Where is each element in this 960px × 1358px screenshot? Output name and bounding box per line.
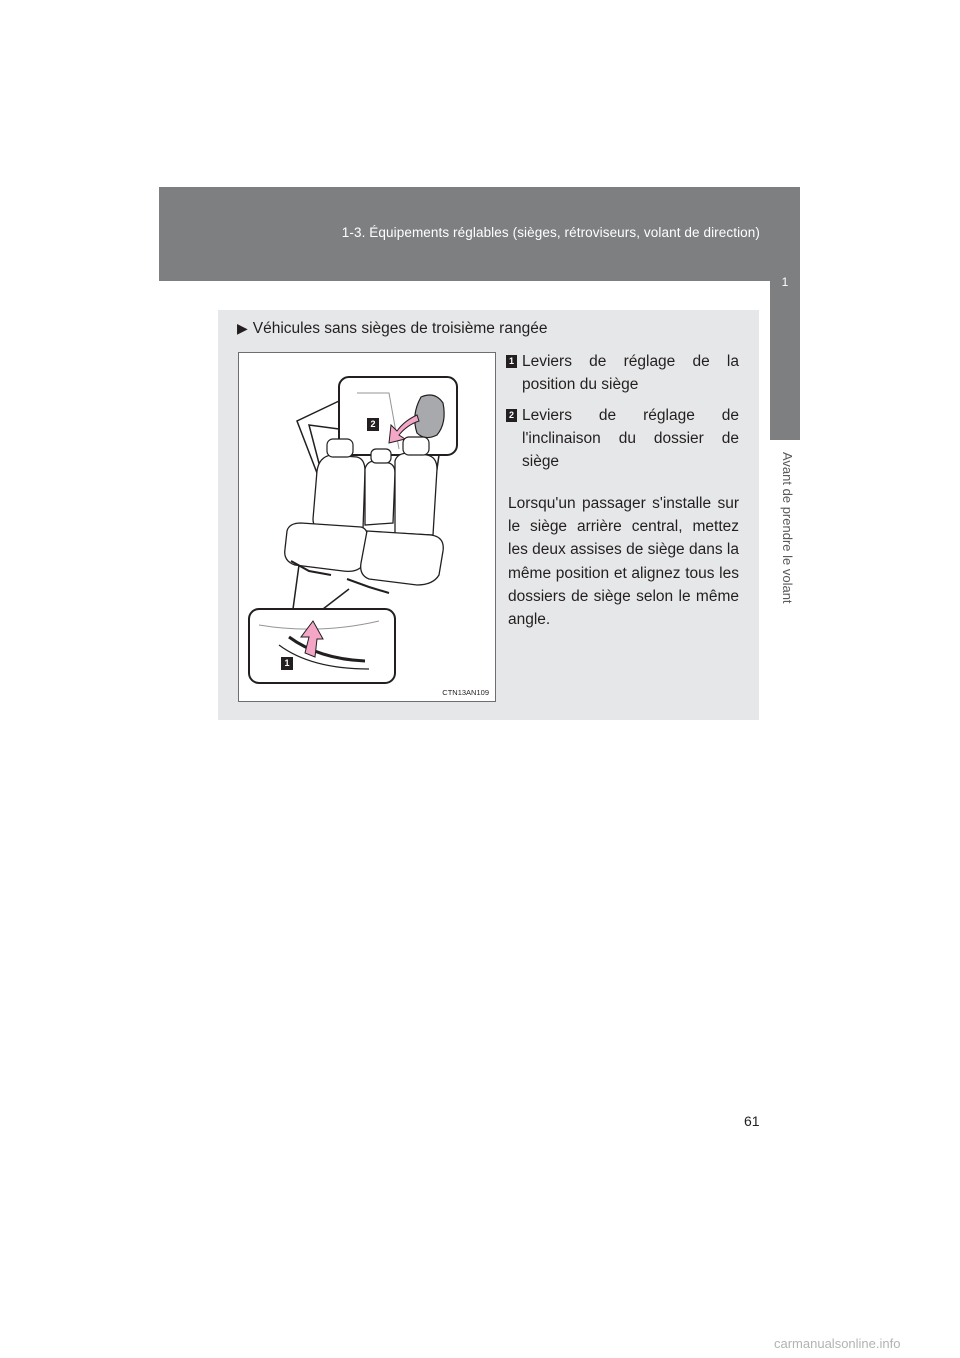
figure-code: CTN13AN109 (442, 688, 489, 697)
chapter-tab-label: Avant de prendre le volant (780, 452, 795, 604)
rear-seat-drawing (239, 353, 495, 701)
item-text: Leviers de réglage de l'inclinaison du dossier de siège (522, 407, 739, 470)
page-number: 61 (744, 1113, 760, 1129)
body-paragraph: Lorsqu'un passager s'installe sur le siège arrière central, mettez les deux assises de siège dans la même position et alignez tous les dossiers de siège selon le même angle. (508, 495, 739, 629)
chapter-tab (770, 187, 800, 440)
section-heading (237, 320, 547, 338)
list-item (508, 404, 739, 473)
chapter-title: 1-3. Équipements réglables (sièges, rétroviseurs, volant de direction) (341, 225, 760, 240)
callout-1-badge: 1 (281, 657, 293, 670)
watermark: carmanualsonline.info (774, 1336, 901, 1351)
legend-list (508, 350, 739, 481)
page-header (159, 187, 800, 281)
item-number-badge: 2 (506, 409, 517, 422)
item-text: Leviers de réglage de la position du siège (522, 353, 739, 393)
item-number-badge: 1 (506, 355, 517, 368)
chapter-number: 1 (781, 275, 789, 289)
triangle-bullet-icon: ▶ (237, 320, 248, 336)
callout-2-badge: 2 (367, 418, 379, 431)
list-item (508, 350, 739, 396)
seat-illustration (238, 352, 496, 702)
section-heading-text: Véhicules sans sièges de troisième rangée (252, 320, 548, 337)
